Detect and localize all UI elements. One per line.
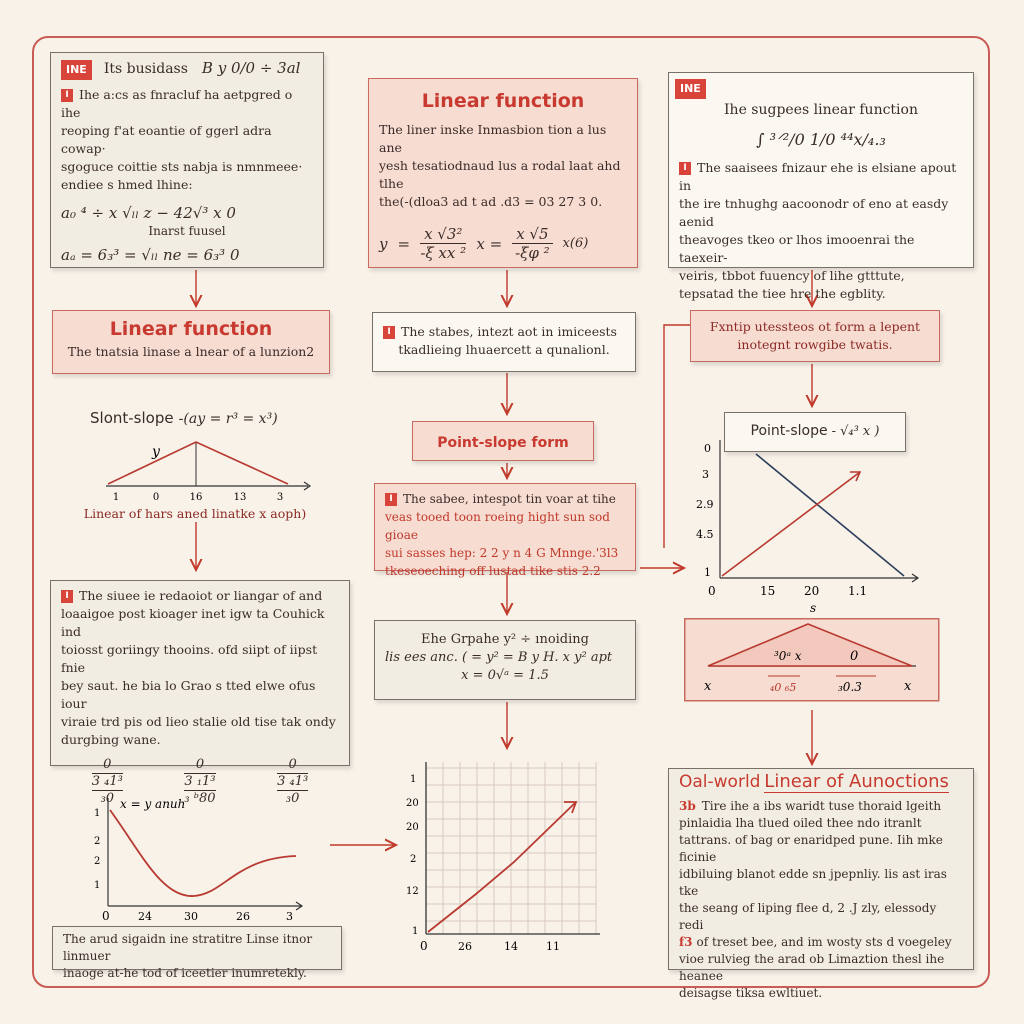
point-slope-equation: - √₄³ x ) bbox=[831, 424, 880, 439]
ine-tag: INE bbox=[675, 79, 706, 99]
apex-label: ³0ᵃ x bbox=[774, 649, 802, 663]
x-tick: 1.1 bbox=[848, 584, 868, 598]
fraction-numerator: x √5 bbox=[512, 225, 552, 244]
y-tick: 2 bbox=[94, 856, 101, 867]
wave-curve bbox=[110, 810, 296, 896]
top-right-card bbox=[668, 72, 974, 301]
text-line: viraie trd pis od lieo stalie old tise tak ondy bbox=[61, 714, 336, 729]
text-line: redi bbox=[679, 918, 704, 932]
note-marker-icon: I bbox=[383, 326, 395, 339]
card-title: Ihe sugpees linear function bbox=[724, 102, 918, 118]
tick-label: 1 bbox=[112, 492, 120, 503]
grid-lines bbox=[426, 762, 596, 934]
under-label-2: ₃0.3 bbox=[838, 680, 862, 694]
text-line: sui sasses hep: 2 2 y n 4 G Mnnge.'3l3 bbox=[385, 546, 619, 560]
fraction-equation bbox=[379, 225, 627, 262]
slope-label: Slont-slope bbox=[90, 409, 174, 427]
card-heading: Point-slope form bbox=[437, 435, 569, 451]
definition-text: The tnatsia linase a lnear of a lunzion2 bbox=[67, 344, 315, 359]
text-line: inotegnt rowgibe twatis. bbox=[737, 337, 893, 352]
graphe-line-2: lis ees anc. ( = y² = B y H. x y² apt bbox=[385, 650, 613, 665]
text-line: tkeseoeching off lustad tike stis 2.2 bbox=[385, 564, 601, 578]
y-tick: 4.5 bbox=[696, 528, 714, 541]
right-note-card bbox=[690, 310, 940, 362]
fraction-mid: 3 ₁1³ bbox=[184, 774, 216, 789]
zero-label: 0 bbox=[850, 649, 859, 664]
card-heading: Linear function bbox=[109, 318, 273, 340]
heading-plain: Oal-world bbox=[679, 772, 761, 792]
note-marker-icon: I bbox=[679, 162, 691, 175]
note-marker-icon: I bbox=[61, 590, 73, 603]
equation-2: aₐ = 6₃³ = √ₗₗ ne = 6₃³ 0 bbox=[61, 245, 240, 264]
x-tick: 15 bbox=[760, 584, 776, 598]
text-line: theavoges tkeo or lhos imooenrai the taexeir- bbox=[679, 232, 915, 265]
eq-equals: = bbox=[397, 234, 411, 253]
card-title: Its busidass bbox=[103, 61, 188, 77]
real-world-card bbox=[668, 768, 974, 1000]
y-tick: 1 bbox=[704, 566, 711, 579]
graphe-line-1: Ehe Grpahe y² ÷ ınoiding bbox=[421, 632, 589, 647]
note-marker-icon: I bbox=[61, 89, 73, 102]
triangle-line bbox=[108, 442, 288, 484]
x-right-label: x bbox=[904, 679, 912, 694]
y-label: y bbox=[152, 444, 160, 460]
x-tick: 20 bbox=[804, 584, 820, 598]
equation-caption: Inarst fuusel bbox=[148, 223, 226, 238]
x-tick: 30 bbox=[184, 910, 198, 923]
left-triangle-graph bbox=[100, 436, 320, 506]
top-left-card bbox=[50, 52, 324, 268]
text-line: Tire ihe a ibs waridt tuse thoraid lgeith bbox=[701, 799, 942, 813]
paragraph-marker: f3 bbox=[679, 935, 693, 949]
center-grid-graph bbox=[396, 758, 606, 958]
descending-line bbox=[756, 454, 904, 576]
text-line: inaoge at-he tod of iceetier inumretekly. bbox=[63, 966, 307, 980]
text-line: tattrans. of bag or enaridped pune. Iih mke ficinie bbox=[679, 833, 943, 864]
right-crossing-graph bbox=[690, 440, 930, 620]
text-line: veas tooed toon roeing hight sun sod gioae bbox=[385, 510, 610, 542]
x-tick: 26 bbox=[236, 910, 250, 923]
text-line: The saaisees fnizaur ehe is elsiane apout in bbox=[679, 160, 957, 193]
y-tick: 2 bbox=[410, 854, 417, 865]
point-slope-form-card bbox=[412, 421, 594, 461]
text-line: The siuee ie redaoiot or liangar of and bbox=[79, 588, 323, 603]
text-line: loaaigoe post kioager inet igw ta Couhick ind bbox=[61, 606, 325, 639]
text-line: pinlaidia lha tlued oiled thee ndo itranlt bbox=[679, 816, 922, 830]
equation-1: a₀ ⁴ ÷ x √ₗₗ z − 42√³ x 0 bbox=[61, 203, 236, 222]
y-tick: 1 bbox=[94, 880, 101, 891]
ine-tag: INE bbox=[61, 60, 92, 80]
fraction-mid: 3 ₄1³ bbox=[277, 774, 309, 789]
x-tick: 3 bbox=[286, 910, 293, 923]
fraction-bottom: ₃0 bbox=[285, 791, 300, 806]
heading-accent: Linear of Aunoctions bbox=[764, 771, 949, 792]
point-slope-label: Point-slope bbox=[750, 423, 828, 439]
tick-label: 0 bbox=[152, 492, 160, 503]
x-left-label: x bbox=[704, 679, 712, 694]
y-tick: 20 bbox=[406, 798, 419, 809]
x-tick: 11 bbox=[546, 940, 560, 953]
under-label-1: ₄0 ₆5 bbox=[770, 681, 797, 694]
fraction-bottom: ₃ ᵇ80 bbox=[184, 791, 216, 806]
graph-caption: Linear of hars aned linatke x aoph) bbox=[83, 506, 307, 521]
left-definition-card bbox=[52, 310, 330, 374]
y-tick: 0 bbox=[704, 442, 711, 455]
fraction-top: 0 bbox=[92, 757, 123, 774]
slope-label-row bbox=[90, 408, 278, 427]
text-line: durgbing wane. bbox=[61, 732, 161, 747]
top-center-card bbox=[368, 78, 638, 268]
x-tick: 0 bbox=[420, 939, 428, 953]
text-line: reoping f'at eoantie of ggerl adra cowap· bbox=[61, 122, 272, 156]
fraction-top: 0 bbox=[184, 757, 215, 774]
note-marker-icon: I bbox=[385, 493, 397, 506]
x-tick: 0 bbox=[708, 584, 716, 598]
text-line: endiee s hmed lhine: bbox=[61, 176, 193, 192]
title-equation: B y 0/0 ÷ 3al bbox=[201, 59, 301, 77]
y-tick: 1 bbox=[410, 774, 417, 785]
y-tick: 1 bbox=[94, 808, 101, 819]
x-tick: 14 bbox=[504, 940, 518, 953]
tick-label: 16 bbox=[189, 492, 203, 503]
real-world-heading bbox=[679, 773, 963, 792]
fraction-denominator: -ξ xx ² bbox=[420, 244, 467, 262]
y-tick: 1 bbox=[412, 926, 419, 937]
y-tick: 12 bbox=[406, 886, 419, 897]
x-tick: 26 bbox=[458, 940, 472, 953]
y-tick: 3 bbox=[702, 468, 709, 481]
x-tick: 0 bbox=[102, 909, 110, 923]
eq-tail: x(6) bbox=[562, 235, 589, 251]
text-line: bey saut. he bia lo Grao s tted elwe ofus iour bbox=[61, 678, 316, 711]
eq-x: x = bbox=[476, 234, 503, 253]
text-line: of treset bee, and im wosty sts d voegeley bbox=[696, 935, 952, 949]
text-line: The arud sigaidn ine stratitre Linse itnor linmuer bbox=[63, 932, 313, 963]
text-line: the seang of liping flee d, 2 .J zly, elessody bbox=[679, 901, 937, 915]
x-tick: 24 bbox=[138, 910, 152, 923]
card-heading: Linear function bbox=[421, 90, 585, 112]
text-line: Ihe a:cs as fnracluf ha aetpgred o ihe bbox=[61, 86, 293, 120]
fraction-2 bbox=[512, 225, 552, 262]
text-line: Fxntip utessteos ot form a lepent bbox=[709, 319, 921, 334]
fraction-bottom: ₃0 bbox=[100, 791, 115, 806]
tick-label: 13 bbox=[233, 492, 247, 503]
fraction-numerator: x √3² bbox=[420, 225, 466, 244]
text-line: yesh tesatiodnaud lus a rodal laat ahd tlhe bbox=[379, 158, 621, 191]
text-line: tepsatad the tiee hre the egblity. bbox=[679, 286, 886, 301]
right-triangle-card bbox=[684, 618, 940, 702]
bottom-left-wave-graph bbox=[86, 794, 306, 924]
text-line: sgoguce coittie sts nabja is nmnmeee· bbox=[61, 158, 303, 174]
tick-label: 3 bbox=[276, 492, 284, 503]
text-line: tkadlieing lhuaercett a qunalionl. bbox=[398, 342, 610, 357]
text-line: The sabee, intespot tin voar at tihe bbox=[403, 492, 616, 506]
fraction-equation: ∫ ³ᐟ²/0 1/0 ⁴⁴x/₄.₃ bbox=[756, 130, 886, 149]
slope-equation: -(ay = r³ = x³) bbox=[178, 411, 278, 427]
graphe-card bbox=[374, 620, 636, 700]
y-tick: 2.9 bbox=[696, 498, 714, 511]
text-line: veiris, tbbot fuuency of lihe gtttute, bbox=[679, 268, 905, 283]
paragraph-marker: 3b bbox=[679, 799, 696, 813]
graphe-line-3: x = 0√ᵃ = 1.5 bbox=[461, 668, 549, 683]
center-note-card-2 bbox=[374, 483, 636, 578]
text-line: vioe rulvieg the arad ob Limaztion thesl ihe heanee bbox=[679, 952, 945, 983]
eq-y: y bbox=[379, 234, 388, 253]
text-line: deisagse tiksa ewltiuet. bbox=[679, 986, 823, 1000]
ascending-line bbox=[722, 472, 860, 576]
text-line: toiosst goriingy thooins. ofd siipt of iipst fnie bbox=[61, 642, 318, 675]
x-label: s bbox=[810, 601, 817, 615]
center-note-card-1 bbox=[372, 312, 636, 372]
text-line: the ire tnhughg aacoonodr of eno at easdy aenid bbox=[679, 196, 949, 229]
text-line: The stabes, intezt aot in imiceests bbox=[401, 324, 617, 339]
bottom-left-caption-card bbox=[52, 926, 342, 980]
growth-line bbox=[428, 802, 576, 932]
graph-title: x = y anuh bbox=[120, 797, 186, 811]
text-line: idbiluing blanot edde sn jpepnliy. lis ast iras tke bbox=[679, 867, 947, 898]
text-line: The liner inske Inmasbion tion a lus ane bbox=[379, 122, 607, 155]
fraction-1 bbox=[420, 225, 466, 262]
y-tick: 2 bbox=[94, 836, 101, 847]
fraction-mid: 3 ₄1³ bbox=[91, 774, 123, 789]
fraction-top: 0 bbox=[277, 757, 308, 774]
y-tick: 20 bbox=[406, 822, 419, 833]
fraction-denominator: -ξφ ² bbox=[515, 244, 550, 262]
text-line: the(-(dloa3 ad t ad .d3 = 03 27 3 0. bbox=[379, 194, 603, 209]
